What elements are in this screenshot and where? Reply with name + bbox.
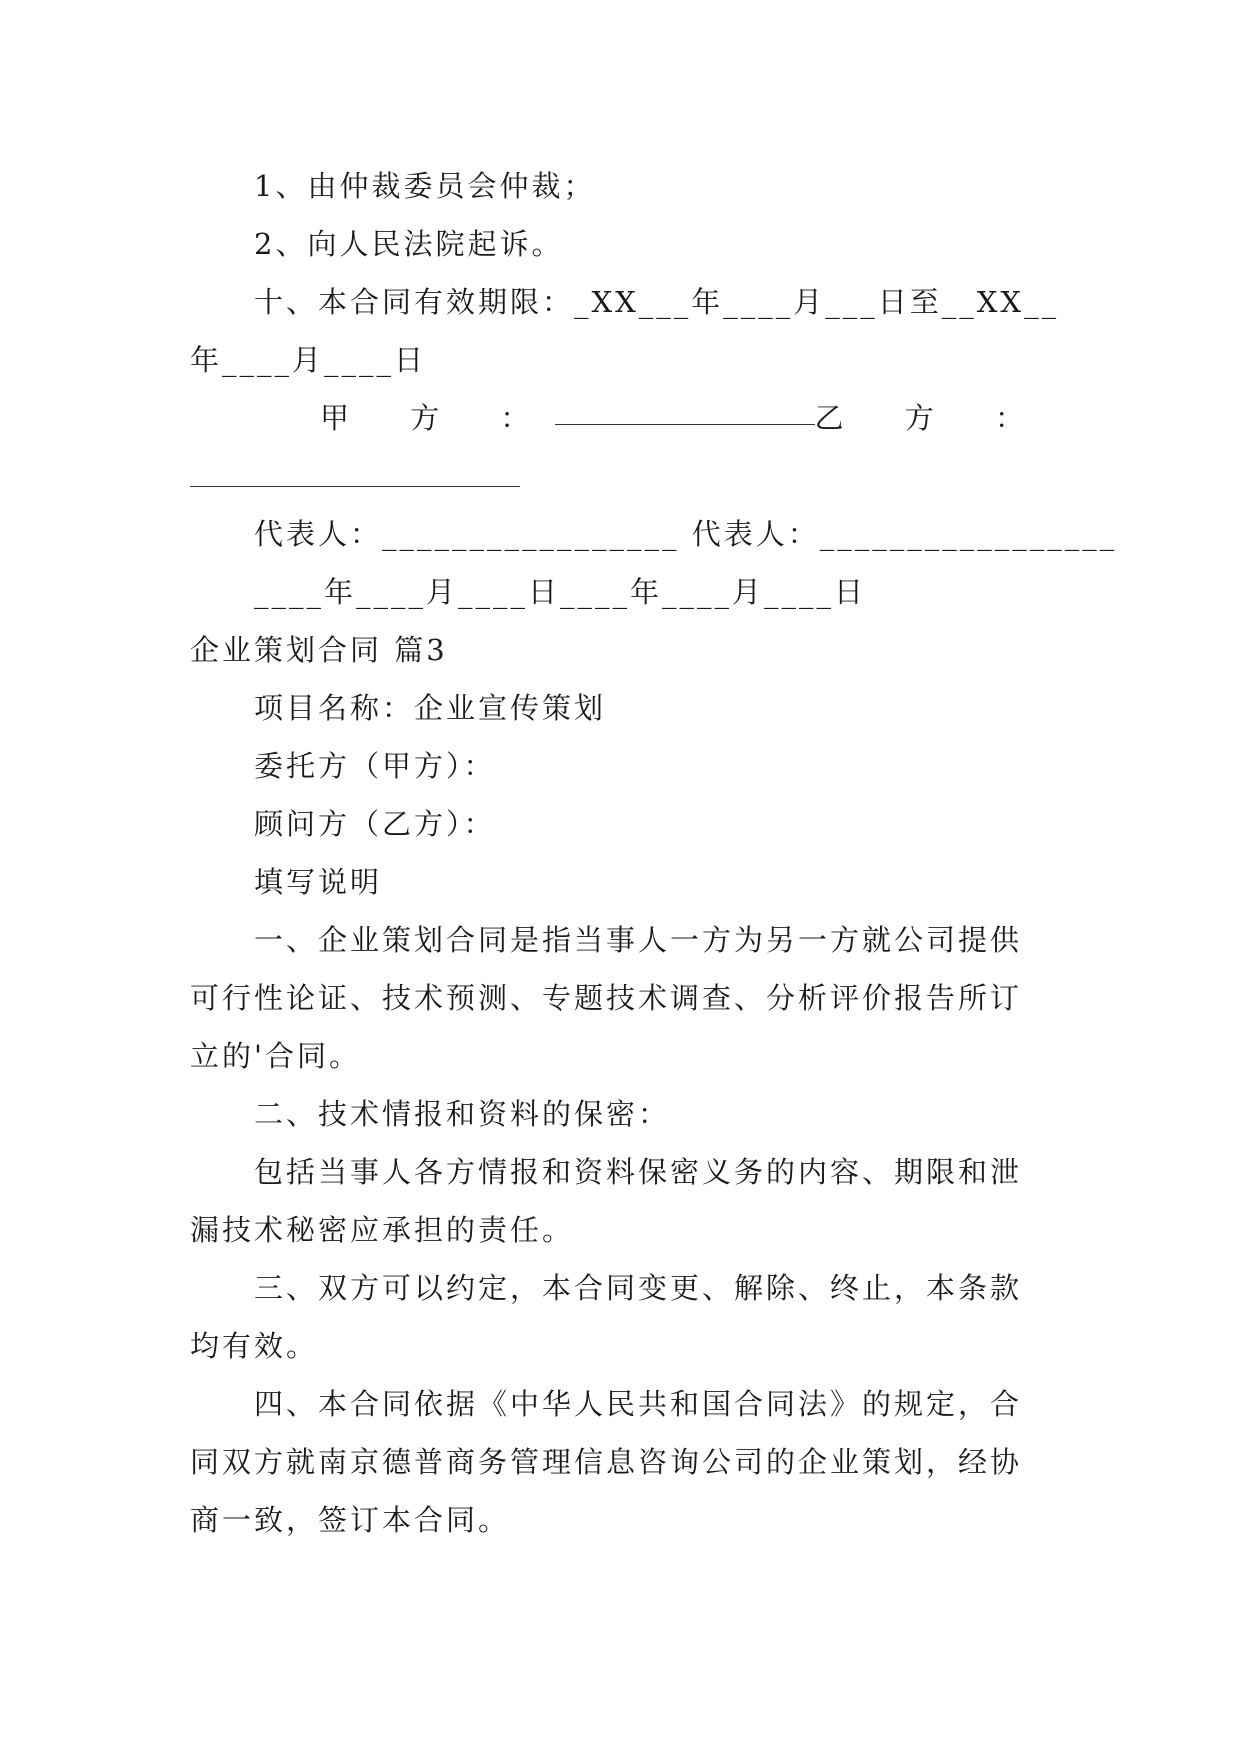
clause-arbitration: 1、由仲裁委员会仲裁； (254, 169, 596, 203)
clause-validity-period: 十、本合同有效期限：_XX___年____月___日至__XX__ (254, 285, 1060, 319)
instruction-3-cont: 均有效。 (190, 1329, 319, 1363)
instruction-2-body: 包括当事人各方情报和资料保密义务的内容、期限和泄 (254, 1155, 1023, 1189)
representative-row: 代表人：_________________ 代表人：_________________ (254, 517, 1118, 551)
instruction-1: 一、企业策划合同是指当事人一方为另一方就公司提供 (254, 923, 1023, 957)
client-party: 委托方（甲方）： (254, 749, 496, 783)
instruction-2: 二、技术情报和资料的保密： (254, 1097, 671, 1131)
instruction-4-end: 商一致，签订本合同。 (190, 1503, 511, 1537)
instruction-1-cont: 可行性论证、技术预测、专题技术调查、分析评价报告所订 (190, 981, 1023, 1015)
instruction-4-cont: 同双方就南京德普商务管理信息咨询公司的企业策划，经协 (190, 1445, 1023, 1479)
party-b-label: 乙 方 ： (814, 401, 1050, 435)
clause-validity-period-cont: 年____月____日 (190, 343, 427, 377)
consultant-party: 顾问方（乙方）： (254, 807, 496, 841)
instructions-heading: 填写说明 (254, 865, 383, 899)
section-heading: 企业策划合同 篇3 (190, 633, 448, 667)
instruction-4: 四、本合同依据《中华人民共和国合同法》的规定，合 (254, 1387, 1023, 1421)
signature-party-row (320, 398, 1050, 438)
instruction-1-end: 立的'合同。 (190, 1039, 361, 1073)
party-a-label: 甲 方 ： (320, 401, 556, 435)
instruction-2-body-cont: 漏技术秘密应承担的责任。 (190, 1213, 575, 1247)
instruction-3: 三、双方可以约定，本合同变更、解除、终止，本条款 (254, 1271, 1023, 1305)
project-name: 项目名称：企业宣传策划 (254, 691, 607, 725)
party-b-blank (190, 486, 520, 487)
party-a-blank (555, 398, 814, 425)
date-row: ____年____月____日____年____月____日 (254, 575, 867, 609)
clause-court: 2、向人民法院起诉。 (254, 227, 564, 261)
